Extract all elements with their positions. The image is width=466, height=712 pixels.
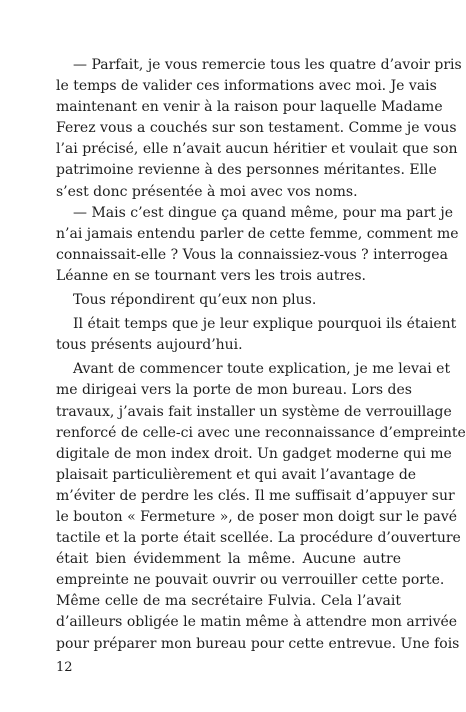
text-line: renforcé de celle-ci avec une reconnaissance d’empreinte bbox=[56, 424, 466, 441]
text-line: connaissait-elle ? Vous la connaissiez-vous ? interrogea bbox=[56, 246, 448, 263]
text-line: Il était temps que je leur explique pourquoi ils étaient bbox=[73, 316, 457, 333]
text-line: était bien évidemment la même. Aucune autre bbox=[56, 551, 401, 568]
paragraph-5 bbox=[56, 359, 466, 654]
text-line: d’ailleurs obligée le matin même à attendre mon arrivée bbox=[56, 614, 458, 631]
page-number: 12 bbox=[56, 660, 73, 675]
text-line: — Mais c’est dingue ça quand même, pour ma part je bbox=[73, 204, 453, 221]
body-text bbox=[56, 55, 466, 655]
text-line: m’éviter de perdre les clés. Il me suffisait d’appuyer sur bbox=[56, 487, 455, 504]
paragraph-3 bbox=[56, 290, 401, 311]
text-line: Ferez vous a couchés sur son testament. Comme je vous bbox=[56, 120, 457, 137]
text-line: Léanne en se tournant vers les trois autres. bbox=[56, 267, 366, 284]
text-line: patrimoine revienne à des personnes méritantes. Elle bbox=[56, 162, 437, 179]
text-line: l’ai précisé, elle n’avait aucun héritier et voulait que son bbox=[56, 141, 458, 158]
text-line: travaux, j’avais fait installer un système de verrouillage bbox=[56, 403, 452, 420]
text-line: plaisait particulièrement et qui avait l’avantage de bbox=[56, 466, 417, 483]
text-line: digitale de mon index droit. Un gadget moderne qui me bbox=[56, 445, 452, 462]
text-line: pour préparer mon bureau pour cette entrevue. Une fois bbox=[56, 635, 460, 652]
text-line: tactile et la porte était scellée. La procédure d’ouverture bbox=[56, 530, 461, 547]
text-line: tous présents aujourd’hui. bbox=[56, 337, 243, 354]
text-line: Tous répondirent qu’eux non plus. bbox=[73, 292, 317, 309]
paragraph-1 bbox=[56, 55, 462, 203]
text-line: — Parfait, je vous remercie tous les quatre d’avoir pris bbox=[73, 57, 462, 73]
text-line: me dirigeai vers la porte de mon bureau. Lors des bbox=[56, 382, 412, 399]
text-line: Même celle de ma secrétaire Fulvia. Cela l’avait bbox=[56, 593, 401, 610]
text-line: le bouton « Fermeture », de poser mon doigt sur le pavé bbox=[56, 508, 458, 525]
text-line: le temps de valider ces informations avec moi. Je vais bbox=[56, 78, 437, 95]
text-line: n’ai jamais entendu parler de cette femme, comment me bbox=[56, 225, 459, 242]
text-line: s’est donc présentée à moi avec vos noms. bbox=[56, 183, 358, 200]
text-line: maintenant en venir à la raison pour laquelle Madame bbox=[56, 99, 443, 116]
text-line: empreinte ne pouvait ouvrir ou verrouiller cette porte. bbox=[56, 572, 445, 589]
text-line: Avant de commencer toute explication, je me levai et bbox=[73, 361, 451, 378]
paragraph-2 bbox=[56, 203, 459, 287]
paragraph-4 bbox=[56, 314, 457, 356]
